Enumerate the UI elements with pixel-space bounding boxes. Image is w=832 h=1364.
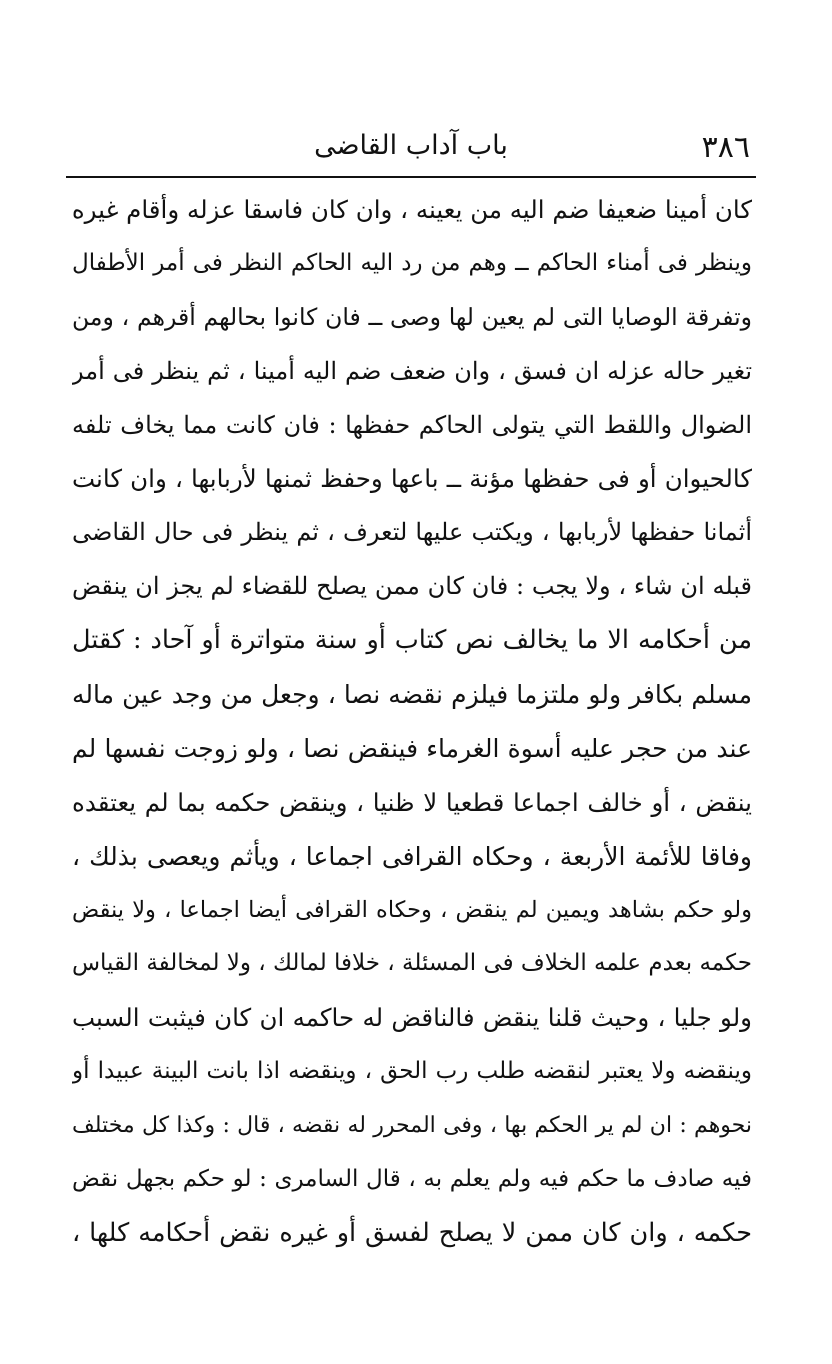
text-line: الضوال واللقط التي يتولى الحاكم حفظها : فان كانت مما يخاف تلفه xyxy=(72,410,752,439)
text-line: كالحيوان أو فى حفظها مؤنة ــ باعها وحفظ ثمنها لأربابها ، وان كانت xyxy=(72,464,752,494)
text-line: ينقض ، أو خالف اجماعا قطعيا لا ظنيا ، وينقض حكمه بما لم يعتقده xyxy=(72,787,752,817)
text-line: حكمه ، وان كان ممن لا يصلح لفسق أو غيره نقض أحكامه كلها ، xyxy=(72,1217,752,1248)
running-title: باب آداب القاضى xyxy=(314,130,508,161)
text-line: كان أمينا ضعيفا ضم اليه من يعينه ، وان كان فاسقا عزله وأقام غيره xyxy=(72,195,752,224)
text-line: مسلم بكافر ولو ملتزما فيلزم نقضه نصا ، وجعل من وجد عين ماله xyxy=(72,680,752,710)
text-line: قبله ان شاء ، ولا يجب : فان كان ممن يصلح للقضاء لم يجز ان ينقض xyxy=(72,572,752,601)
text-line: نحوهم : ان لم ير الحكم بها ، وفى المحرر له نقضه ، قال : وكذا كل مختلف xyxy=(72,1113,752,1139)
text-line: وفاقا للأئمة الأربعة ، وحكاه القرافى اجماعا ، ويأثم ويعصى بذلك ، xyxy=(72,841,752,871)
header-rule xyxy=(66,176,756,178)
text-line: ولو جليا ، وحيث قلنا ينقض فالناقض له حاكمه ان كان فيثبت السبب xyxy=(72,1003,752,1033)
text-line: ولو حكم بشاهد ويمين لم ينقض ، وحكاه القرافى أيضا اجماعا ، ولا ينقض xyxy=(72,896,752,923)
text-line: وتفرقة الوصايا التى لم يعين لها وصى ــ فان كانوا بحالهم أقرهم ، ومن xyxy=(72,302,752,331)
text-line: فيه صادف ما حكم فيه ولم يعلم به ، قال السامرى : لو حكم بجهل نقض xyxy=(72,1166,752,1193)
text-line: أثمانا حفظها لأربابها ، ويكتب عليها لتعرف ، ثم ينظر فى حال القاضى xyxy=(72,518,752,547)
text-line: حكمه بعدم علمه الخلاف فى المسئلة ، خلافا لمالك ، ولا لمخالفة القياس xyxy=(72,950,752,977)
text-line: وينقضه ولا يعتبر لنقضه طلب رب الحق ، وينقضه اذا بانت البينة عبيدا أو xyxy=(72,1058,752,1085)
body-text xyxy=(72,183,752,1261)
text-line: وينظر فى أمناء الحاكم ــ وهم من رد اليه الحاكم النظر فى أمر الأطفال xyxy=(72,249,752,276)
text-line: من أحكامه الا ما يخالف نص كتاب أو سنة متواترة أو آحاد : كقتل xyxy=(72,625,752,656)
text-line: عند من حجر عليه أسوة الغرماء فينقض نصا ، ولو زوجت نفسها لم xyxy=(72,733,752,763)
text-line: تغير حاله عزله ان فسق ، وان ضعف ضم اليه أمينا ، ثم ينظر فى أمر xyxy=(72,356,752,385)
page-header xyxy=(66,128,756,172)
page-number: ٣٨٦ xyxy=(701,130,750,165)
